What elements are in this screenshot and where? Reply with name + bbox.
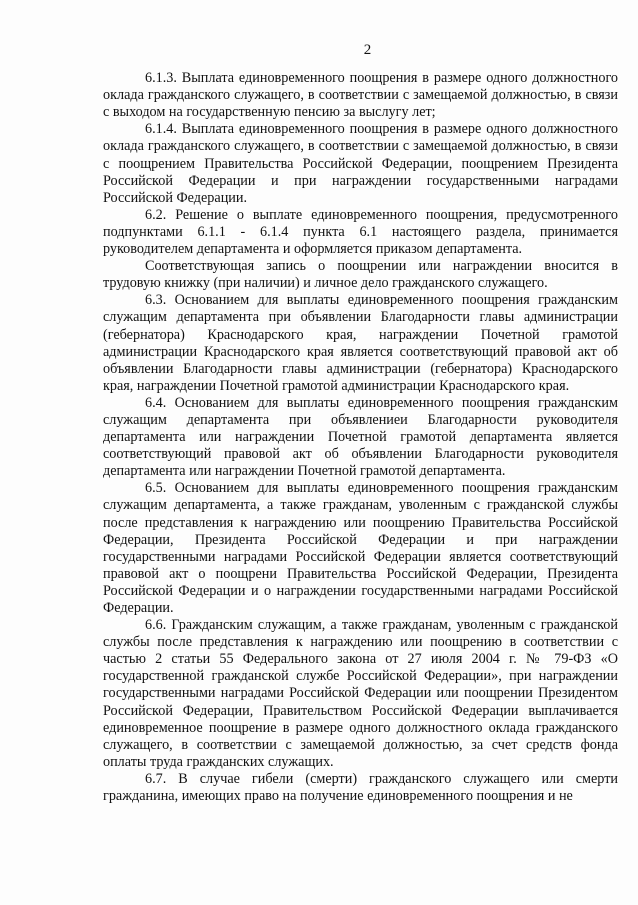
paragraph-6-3: 6.3. Основанием для выплаты единовременного поощрения гражданским служащим департамента при объявлении Благодарности главы администрации (гебернатора) Краснодарского края, награждении Почетной грамотой администрации Краснодарского края является соответствующий правовой акт об объявлении Благодарности главы администрации (гебернатора) Краснодарского края, награждении Почетной грамотой администрации Краснодарского края.: [103, 292, 618, 394]
paragraph-6-7: 6.7. В случае гибели (смерти) гражданского служащего или смерти гражданина, имеющих право на получение единовременного поощрения и не: [103, 770, 618, 805]
paragraph-6-5: 6.5. Основанием для выплаты единовременного поощрения гражданским служащим департамента, а также гражданам, уволенным с гражданской службы после представления к награждению или поощрению Правительства Российской Федерации, Президента Российской Федерации и при награждении государственными наградами Российской Федерации является соответствующий правовой акт о поощрени Правительства Российской Федерации, Президента Российской Федерации и о награждении государственными наградами Российской Федерации.: [103, 480, 618, 616]
page-number: 2: [363, 42, 372, 58]
paragraph-6-1-4: 6.1.4. Выплата единовременного поощрения в размере одного должностного оклада гражданского служащего, в соответствии с замещаемой должностью, в связи с поощрением Правительства Российской Федерации, поощрением Президента Российской Федерации и при награждении государственными наградами Российской Федерации.: [103, 121, 618, 206]
paragraph-6-1-3: 6.1.3. Выплата единовременного поощрения в размере одного должностного оклада гражданского служащего, в соответствии с замещаемой должностью, в связи с выходом на государственную пенсию за выслугу лет;: [103, 70, 618, 121]
paragraph-6-4: 6.4. Основанием для выплаты единовременного поощрения гражданским служащим департамента при объявлениеи Благодарности руководителя департамента или награждении Почетной грамотой департамента является соответствующий правовой акт об объявлении Благодарности руководителя департамента или награждении Почетной грамотой департамента.: [103, 394, 618, 480]
paragraph-6-2: 6.2. Решение о выплате единовременного поощрения, предусмотренного подпунктами 6.1.1 - 6.1.4 пункта 6.1 настоящего раздела, принимается руководителем департамента и оформляется приказом департамента.: [103, 206, 618, 258]
paragraph-6-6: 6.6. Гражданским служащим, а также гражданам, уволенным с гражданской службы после представления к награждению или поощрению в соответствии с частью 2 статьи 55 Федерального закона от 27 июля 2004 г. № 79-ФЗ «О государственной гражданской службе Российской Федерации», при награждении государственными наградами Российской Федерации или поощрении Президентом Российской Федерации, Правительством Российской Федерации выплачивается единовременное поощрение в размере одного должностного оклада гражданского служащего, в соответствии с замещаемой должностью, за счет средств фонда оплаты труда гражданских служащих.: [103, 617, 618, 770]
paragraph-6-2-record: Соответствующая запись о поощрении или награждении вносится в трудовую книжку (при наличии) и личное дело гражданского служащего.: [103, 258, 618, 292]
